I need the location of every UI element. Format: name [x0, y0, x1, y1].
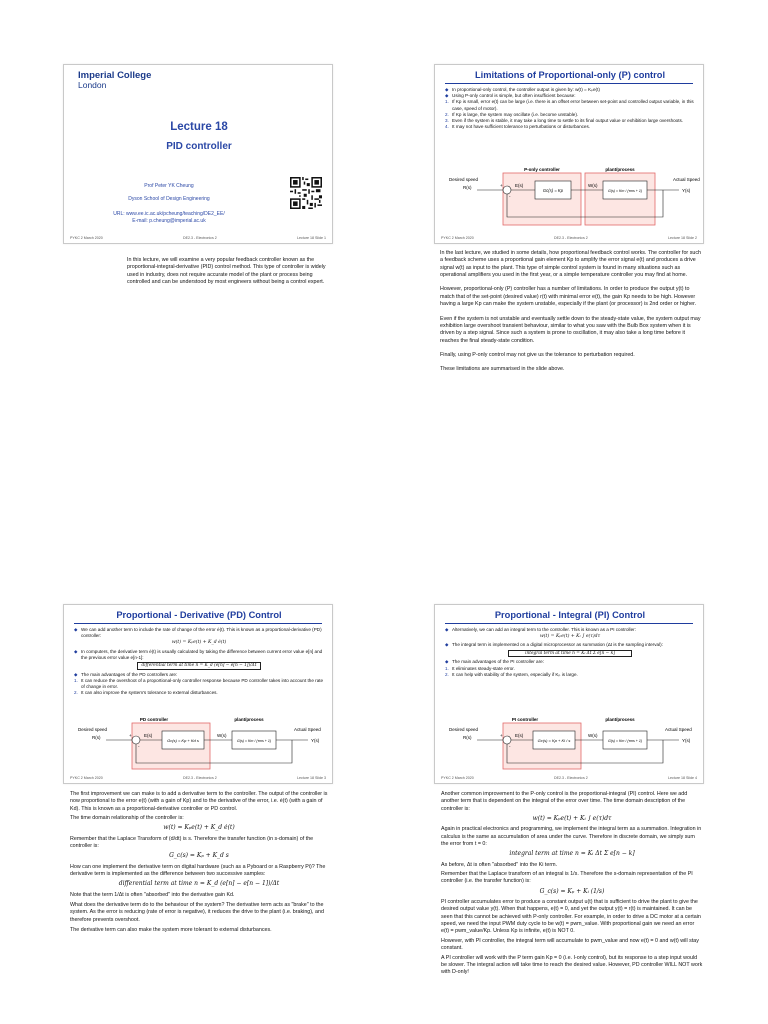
plant-tf: G(s) = Km / (τms + 1): [607, 739, 643, 743]
summing-junction: [503, 186, 511, 194]
item-number: 1.: [445, 99, 449, 105]
output-label: Y(s): [682, 188, 691, 193]
note-paragraph: Finally, using P-only control may not give us the tolerance to perturbation required.: [440, 351, 635, 358]
url: URL: www.ee.ic.ac.uk/pcheung/teaching/DE2_EE/: [113, 211, 225, 217]
note-paragraph: The time domain relationship of the controller is:: [70, 815, 184, 822]
item-number: 3.: [445, 117, 449, 123]
note-paragraph: Remember that the Laplace Transform of (d/dt) is s. Therefore the transfer function (in s-domain) of the controller is:: [70, 835, 314, 850]
note-equation: w(t) = Kₚe(t) + K_d ė(t): [163, 824, 235, 832]
drive-label: W(s): [588, 183, 598, 188]
title-divider: [445, 83, 693, 84]
input-label: R(s): [463, 185, 472, 190]
diamond-bullet-icon: ◆: [74, 671, 78, 677]
diamond-bullet-icon: ◆: [445, 642, 449, 648]
plant-label: plant/process: [234, 717, 264, 722]
note-equation: w(t) = Kₚe(t) + Kᵢ ∫ e(τ)dτ: [532, 815, 612, 823]
desired-label: Desired speed: [449, 727, 479, 732]
error-label: E(s): [515, 183, 524, 188]
note-equation: differential term at time n = K_d (e[n] − e[n − 1])/Δt: [118, 880, 280, 888]
notes-slide-3: [70, 791, 328, 937]
plant-label: plant/process: [605, 167, 635, 172]
slide-footer: [70, 776, 326, 780]
footer-slide-number: Lecture 18 Slide 1: [297, 236, 326, 240]
note-paragraph: Another common improvement to the P-only control is the proportional-integral (PI) control. Here we add another term that is dependent on the integral of the error over time. The time domain description of the controller is:: [441, 791, 688, 812]
input-label: R(s): [463, 735, 472, 740]
note-equation: G_c(s) = Kₚ + K_d s: [169, 852, 229, 860]
bullet-text: The main advantages of the PD controllers are:: [81, 671, 178, 677]
footer-date: PYKC 2 March 2020: [441, 236, 474, 240]
output-label: Y(s): [311, 738, 320, 743]
plant-tf: G(s) = Km / (τms + 1): [607, 189, 643, 193]
drive-label: W(s): [217, 733, 227, 738]
actual-label: Actual Speed: [294, 727, 321, 732]
footer-slide-number: Lecture 18 Slide 3: [297, 776, 326, 780]
block-diagram: [64, 715, 333, 777]
footer-slide-number: Lecture 18 Slide 2: [668, 236, 697, 240]
actual-label: Actual Speed: [673, 177, 700, 182]
footer-course: DE2.3 - Electronics 2: [183, 236, 217, 240]
slide-footer: [441, 236, 697, 240]
footer-date: PYKC 2 March 2020: [70, 236, 103, 240]
list-item: It can reduce the overshoot of a proportional-only controller response because PD controller takes into account the rate of change in error.: [81, 677, 324, 690]
lecture-number: Lecture 18: [170, 121, 228, 133]
bullet-text: In computers, the derivative term ė(t) is usually calculated by taking the difference between current error value e[n] and the previous error value e[n-1]:: [81, 648, 323, 660]
item-number: 1.: [445, 665, 449, 671]
slide-body: [74, 627, 324, 696]
footer-course: DE2.3 - Electronics 2: [554, 776, 588, 780]
diamond-bullet-icon: ◆: [445, 93, 449, 99]
controller-label: PD controller: [139, 717, 169, 722]
diamond-bullet-icon: ◆: [445, 659, 449, 665]
list-item: Even if the system is stable, it may take a long time to settle to its final output value or exhibition large overshoots.: [452, 117, 684, 123]
controller-label: PI controller: [511, 717, 539, 722]
summing-junction: [132, 736, 140, 744]
footer-date: PYKC 2 March 2020: [70, 776, 103, 780]
diamond-bullet-icon: ◆: [445, 87, 449, 92]
note-paragraph: The derivative term can also make the system more tolerant to external disturbances.: [70, 927, 272, 934]
plus-sign: +: [500, 183, 503, 188]
item-number: 2.: [445, 671, 449, 677]
slide-title: Proportional - Integral (PI) Control: [494, 610, 646, 620]
block-diagram: [435, 165, 704, 237]
notes-slide-1: [127, 257, 337, 293]
footer-date: PYKC 2 March 2020: [441, 776, 474, 780]
bullet-text: Alternatively, we can add an integral term to the controller. This is known as a PI controller:: [452, 627, 636, 632]
note-paragraph: How can one implement the derivative term on digital hardware (such as a Pyboard or a Raspberry Pi)? The derivative term is implemented as the difference between two successive samples:: [70, 863, 326, 878]
slide-footer: [441, 776, 697, 780]
error-label: E(s): [144, 733, 153, 738]
bullet-text: We can add another term to include the rate of change of the error ė(t). This is known as a proportional-derivative (PD) controller:: [81, 627, 322, 639]
note-paragraph: What does the derivative term do to the behaviour of the system? The derivative term acts as "brake" to the system. As the error is reducing (rate of error is negative), it reduces the drive to the plant (i.e. braking), and therefore prevents overshoot.: [70, 902, 324, 923]
list-item: If Kp is small, error e(t) can be large (i.e. there is an offset error between set-point and controlled output variable, in this case, speed of motor).: [452, 99, 694, 111]
pd-equation: w(t) = Kₚe(t) + K_d ė(t): [171, 640, 227, 646]
summing-junction: [503, 736, 511, 744]
list-item: It eliminates steady-state error.: [452, 665, 515, 671]
footer-course: DE2.3 - Electronics 2: [554, 236, 588, 240]
email: E-mail: p.cheung@imperial.ac.uk: [132, 218, 206, 224]
error-label: E(s): [515, 733, 524, 738]
slide-1-title: [63, 64, 333, 244]
title-divider: [445, 623, 693, 624]
slide-4-pi-control: [434, 604, 704, 784]
footer-course: DE2.3 - Electronics 2: [183, 776, 217, 780]
note-paragraph: In the last lecture, we studied in some details, how proportional feedback control works. The controller for such a feedback scheme uses a proportional gain element Kp to amplify the error signal e(t) and produces a drive signal w(t) as input to the plant. This type of simple control system is found in many situations such as operational amplifiers you used in the first year, or a simple temperature controller you may find at home.: [440, 250, 701, 279]
note-paragraph: Again in practical electronics and programming, we implement the integral term as a summation. Integration in calculus is the same as accumulation of area under the curve. Therefore in discrete domain, we simply sum the error from t = 0:: [441, 826, 702, 848]
note-paragraph: A PI controller will work with the P term gain Kp = 0 (i.e. I-only control), but its response to a step input would be slower. The integral action will take time to reach the desired value. However, PD controller WILL NOT work with D-only!: [441, 954, 703, 976]
note-paragraph: Remember that the Laplace transform of an integral is 1/s. Therefore the s-domain representation of the PI controller (i.e. the transfer function) is:: [441, 871, 693, 885]
item-number: 2.: [74, 690, 78, 696]
bullet-text: Using P-only control is simple, but often insufficient because:: [452, 93, 576, 99]
note-paragraph: As before, Δt is often "absorbed" into the Ki term.: [441, 861, 558, 868]
note-paragraph: The first improvement we can make is to add a derivative term to the controller. The output of the controller is now proportional to the error e(t) (with a gain of Kp) and to the derivative of the error, i.e. ė(t) (with a gain of Kd). This is known as a proportional-derivative controller or PD control.: [70, 791, 328, 812]
note-paragraph: In this lecture, we will examine a very popular feedback controller known as the proportional-integral-derivative (PID) control method. This type of controller is widely used in industry, does not require accurate model of the plant or process being controlled and can be understood by most engineers without being a control expert.: [127, 257, 326, 286]
college-logo: [78, 71, 151, 89]
diamond-bullet-icon: ◆: [74, 648, 78, 654]
slide-title: Limitations of Proportional-only (P) control: [474, 70, 666, 80]
list-item: If Kp is large, the system may oscillate (i.e. become unstable).: [452, 111, 579, 117]
diamond-bullet-icon: ◆: [74, 627, 78, 632]
minus-sign: -: [509, 744, 511, 749]
slide-footer: [70, 236, 326, 240]
plant-label: plant/process: [605, 717, 635, 722]
block-diagram: [435, 715, 704, 777]
slide-body: [445, 627, 695, 678]
note-paragraph: Even if the system is not unstable and eventually settle down to the steady-state value, the system output may exhibition large overshoot transient behaviour, similar to what you saw with the Bulb Box system when it is driven by a step signal. Since such a system is prone to oscillation, it may also take a long time before it reaches the final steady-state condition.: [440, 315, 701, 344]
note-equation: integral term at time n = Kᵢ Δt Σ e[n − k]: [509, 850, 635, 858]
note-paragraph: These limitations are summarised in the slide above.: [440, 366, 565, 373]
plus-sign: +: [129, 733, 132, 738]
controller-tf: Gc(s) = Kp: [542, 188, 564, 193]
controller-tf: Gc(s) = Kp + Kd s: [167, 738, 199, 743]
logo-line-2: London: [78, 79, 107, 90]
minus-sign: -: [509, 194, 511, 199]
plant-tf: G(s) = Km / (τms + 1): [236, 739, 272, 743]
lecture-topic: PID controller: [166, 141, 232, 152]
pi-equation: w(t) = Kₚe(t) + Kᵢ ∫ e(τ)dτ: [539, 634, 601, 640]
slide-title: Proportional - Derivative (PD) Control: [116, 610, 282, 620]
desired-label: Desired speed: [449, 177, 479, 182]
qr-code-icon: [290, 177, 322, 209]
slide-2-p-control: [434, 64, 704, 244]
differential-term-box: differential term at time n = K_d (e[n] − e[n − 1])/Δt: [137, 662, 261, 670]
item-number: 2.: [445, 111, 449, 117]
note-paragraph: PI controller accumulates error to produce a constant output u(t) that is sufficient to drive the plant to give the desired output value y(t). When that happens, e(t) = 0, and yet the output y(t) = r(t) is maintained. It can be seen that this cannot be achieved with P-only controller. For example, in order to drive a DC motor at a certain speed, we need the input PWM duty cycle to be w(t) = pwm_value. With proportional gain we need an error e(t) = pwm_value/Kp. Unless Kp is infinite, e(t) is NOT 0.: [441, 899, 701, 935]
drive-label: W(s): [588, 733, 598, 738]
school: Dyson School of Design Engineering: [128, 196, 210, 202]
author: Prof Peter YK Cheung: [144, 183, 194, 189]
controller-tf: Gc(s) = Kp + Ki / s: [537, 738, 571, 743]
desired-label: Desired speed: [78, 727, 108, 732]
note-equation: G_c(s) = Kₚ + Kᵢ (1/s): [539, 887, 605, 895]
note-paragraph: However, proportional-only (P) controller has a number of limitations. In order to produce the output y(t) to match that of the set-point (desired value) r(t) with minimal error e(t), the gain Kp needs to be high. However having a large Kp can make the system unstable, especially if the plant (or processor) is 2nd order or higher.: [440, 286, 697, 308]
list-item: It can help with stability of the system, especially if Kₚ is large.: [452, 671, 578, 677]
plus-sign: +: [500, 733, 503, 738]
integral-term-box: integral term at time n = Kᵢ Δt Σ e[n − k]: [508, 650, 632, 658]
notes-slide-2: [440, 250, 702, 381]
output-label: Y(s): [682, 738, 691, 743]
title-divider: [74, 623, 322, 624]
list-item: It may not have sufficient tolerance to perturbations or disturbances.: [452, 124, 591, 130]
bullet-text: The main advantages of the PI controller are:: [452, 659, 544, 665]
minus-sign: -: [138, 744, 140, 749]
item-number: 1.: [74, 677, 78, 683]
notes-slide-4: [441, 791, 703, 979]
slide-body: [445, 87, 695, 130]
slide-3-pd-control: [63, 604, 333, 784]
logo-line-1: Imperial College: [78, 70, 152, 81]
diamond-bullet-icon: ◆: [445, 627, 449, 632]
note-paragraph: However, with PI controller, the integral term will accumulate to pwm_value and now e(t) = 0 and w(t) will stay constant.: [441, 937, 699, 952]
actual-label: Actual Speed: [665, 727, 692, 732]
note-paragraph: Note that the term 1/Δt is often "absorbed" into the derivative gain Kd.: [70, 891, 235, 898]
item-number: 4.: [445, 124, 449, 130]
footer-slide-number: Lecture 18 Slide 4: [668, 776, 697, 780]
controller-label: P-only controller: [524, 167, 560, 172]
list-item: It can also improve the system's tolerance to external disturbances.: [81, 690, 218, 696]
input-label: R(s): [92, 735, 101, 740]
bullet-text: The integral term is implemented on a digital microprocessor as summation (Δt is the sampling interval):: [452, 642, 663, 648]
bullet-text: In proportional-only control, the controller output is given by: w(t) = Kₚe(t): [452, 87, 600, 92]
